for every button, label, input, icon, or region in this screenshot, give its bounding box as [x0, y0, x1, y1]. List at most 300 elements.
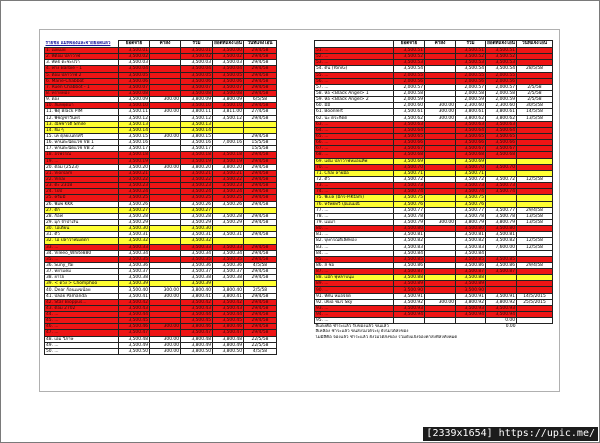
- value-cell: 0.00: [486, 318, 517, 324]
- value-cell: 2,000.56: [456, 78, 486, 84]
- value-cell: 3,500.18: [119, 152, 150, 158]
- value-cell: 300.00: [150, 293, 181, 299]
- value-cell: 29/4/58: [244, 133, 277, 139]
- value-cell: 3,800.92: [456, 299, 486, 305]
- name-cell: 6. Marie-Chabbot: [45, 78, 119, 84]
- value-cell: 3,500.10: [181, 103, 213, 109]
- value-cell: 3,500.87: [394, 269, 425, 275]
- value-cell: 3,500.69: [456, 158, 486, 164]
- value-cell: 3,800.40: [213, 287, 244, 293]
- value-cell: 3,500.69: [394, 158, 425, 164]
- value-cell: 29/4/58: [244, 232, 277, 238]
- value-cell: 3,500.14: [119, 127, 150, 133]
- value-cell: 12/5/58: [517, 176, 553, 182]
- value-cell: 29/4/58: [244, 293, 277, 299]
- column-header: ยอดที่แจ้งโอน: [487, 41, 515, 47]
- value-cell: 29/4/58: [517, 262, 553, 268]
- value-cell: 3,500.90: [456, 287, 486, 293]
- value-cell: 2/5/58: [517, 90, 553, 96]
- value-cell: 15/5/58: [244, 140, 277, 146]
- value-cell: 3,500.37: [181, 269, 213, 275]
- value-cell: 300.00: [150, 342, 181, 348]
- value-cell: 3,500.45: [181, 318, 213, 324]
- value-cell: 3,500.18: [181, 152, 213, 158]
- value-cell: 29/4/58: [244, 244, 277, 250]
- spreadsheet-page: [39, 29, 560, 392]
- value-cell: 3,800.61: [456, 109, 486, 115]
- column-header: วันที่แจ้งโอน: [244, 41, 277, 48]
- value-cell: 300.00: [150, 164, 181, 170]
- value-cell: 2/5/58: [517, 84, 553, 90]
- value-cell: 3,500.36: [119, 262, 150, 268]
- value-cell: 3,500.42: [119, 299, 150, 305]
- value-cell: 3,500.93: [456, 305, 486, 311]
- value-cell: 2,000.59: [394, 97, 425, 103]
- value-cell: 3,500.39: [181, 281, 213, 287]
- value-cell: 3,500.80: [486, 226, 517, 232]
- value-cell: 2,300.60: [486, 103, 517, 109]
- value-cell: 29/4/58: [244, 60, 277, 66]
- value-cell: 3,500.64: [486, 127, 517, 133]
- value-cell: 3,500.87: [456, 269, 486, 275]
- value-cell: 29/4/58: [244, 318, 277, 324]
- value-cell: 3,500.83: [394, 244, 425, 250]
- name-cell: 46. ...: [45, 324, 119, 330]
- value-cell: 3,800.41: [213, 293, 244, 299]
- value-cell: 3,500.37: [119, 269, 150, 275]
- value-cell: 3,500.85: [394, 256, 425, 262]
- value-cell: 29/4/58: [244, 183, 277, 189]
- value-cell: 3,800.49: [213, 342, 244, 348]
- value-cell: 3,500.78: [456, 213, 486, 219]
- value-cell: 3,500.77: [456, 207, 486, 213]
- value-cell: 3,500.63: [456, 121, 486, 127]
- value-cell: 3,500.78: [486, 213, 517, 219]
- value-cell: 2,000.58: [394, 90, 425, 96]
- value-cell: 3,500.53: [394, 60, 425, 66]
- column-header: ยอดจ่าย: [394, 41, 425, 48]
- name-cell: 36. Suny_Yai: [45, 262, 119, 268]
- value-cell: 3,500.10: [213, 103, 244, 109]
- legend-value: 0.00: [486, 324, 517, 330]
- name-cell: 3. พัทธ์ ตะชะปวา: [45, 60, 119, 66]
- name-cell: 82. บุษกรณ์ดีเลิศทอง: [315, 238, 394, 244]
- value-cell: 3,500.82: [394, 238, 425, 244]
- value-cell: 29/4/58: [244, 256, 277, 262]
- value-cell: 3,800.62: [486, 115, 517, 121]
- name-cell: 34. Vileeo_White880: [45, 250, 119, 256]
- value-cell: 29/4/58: [244, 324, 277, 330]
- value-cell: 29/4/58: [244, 66, 277, 72]
- table-row: [45, 348, 277, 354]
- value-cell: 3,500.26: [181, 201, 213, 207]
- value-cell: 3,500.13: [181, 121, 213, 127]
- value-cell: 29/4/58: [244, 115, 277, 121]
- value-cell: 3,500.72: [394, 176, 425, 182]
- value-cell: 3,500.36: [181, 262, 213, 268]
- value-cell: 300.00: [425, 115, 456, 121]
- value-cell: 3,500.38: [213, 275, 244, 281]
- column-header: รวม: [456, 41, 486, 48]
- value-cell: 3,500.70: [456, 164, 486, 170]
- value-cell: 3,500.08: [181, 90, 213, 96]
- value-cell: 3,500.08: [119, 90, 150, 96]
- value-cell: 30/5/58: [517, 103, 553, 109]
- name-cell: 49. ...: [45, 342, 119, 348]
- name-cell: 43. ต้อม 2702: [45, 305, 119, 311]
- value-cell: 2,000.55: [456, 72, 486, 78]
- value-cell: 3,500.76: [394, 201, 425, 207]
- name-cell: 89. ...: [315, 281, 394, 287]
- value-cell: 3,500.67: [456, 146, 486, 152]
- value-cell: 2,000.56: [394, 78, 425, 84]
- value-cell: 3,500.19: [119, 158, 150, 164]
- name-cell: 53. ...: [315, 60, 394, 66]
- name-cell: 68. ...: [315, 152, 394, 158]
- value-cell: 28/5/58: [517, 66, 553, 72]
- legend-note: ไม่มีสีคือ จองแล้ว ชำระแล้ว ยังไม่ได้ส่งของ รวมยังแจ้งจองค่าส่งที่ส่งทั้งหมด: [315, 335, 486, 340]
- value-cell: 3,800.50: [213, 348, 244, 354]
- value-cell: 3,500.16: [119, 140, 150, 146]
- name-cell: 39. < ดวง > Chomphoo: [45, 281, 119, 287]
- value-cell: 25/5/2015: [517, 299, 553, 305]
- value-cell: 3,500.18: [213, 152, 244, 158]
- value-cell: 3,500.27: [119, 207, 150, 213]
- name-cell: 94. ...: [315, 312, 394, 318]
- name-cell: 29. มุก จำปาเงิน: [45, 219, 119, 225]
- value-cell: 3,500.03: [181, 60, 213, 66]
- value-cell: 3,500.29: [181, 219, 213, 225]
- value-cell: 3,500.93: [486, 305, 517, 311]
- value-cell: 13/5/58: [517, 115, 553, 121]
- value-cell: 3,500.50: [119, 348, 150, 354]
- name-cell: 30. โอเดิยน: [45, 226, 119, 232]
- value-cell: 3,500.03: [119, 60, 150, 66]
- name-cell: 72. ตั้ว: [315, 176, 394, 182]
- right-payment-table: [314, 40, 553, 340]
- name-cell: 60. มิมิ: [315, 103, 394, 109]
- value-cell: 3,500.43: [181, 305, 213, 311]
- value-cell: 3,500.16: [181, 140, 213, 146]
- value-cell: 3,500.47: [181, 330, 213, 336]
- value-cell: 3,500.24: [213, 189, 244, 195]
- value-cell: 2,000.58: [456, 90, 486, 96]
- value-cell: 3,800.46: [181, 324, 213, 330]
- value-cell: 3,500.32: [181, 238, 213, 244]
- value-cell: 3,500.25: [213, 195, 244, 201]
- value-cell: 3,500.27: [181, 207, 213, 213]
- value-cell: 3,500.51: [486, 48, 517, 54]
- value-cell: 3,500.15: [119, 133, 150, 139]
- value-cell: 3,500.83: [456, 244, 486, 250]
- value-cell: 3,800.41: [181, 293, 213, 299]
- name-cell: 70. ...: [315, 164, 394, 170]
- value-cell: 3,500.80: [456, 226, 486, 232]
- value-cell: 3,500.07: [213, 84, 244, 90]
- name-cell: 74. ...: [315, 189, 394, 195]
- value-cell: 3,500.90: [394, 287, 425, 293]
- name-cell: 22. Vinai: [45, 176, 119, 182]
- value-cell: 3,500.24: [119, 189, 150, 195]
- name-cell: 23. ต้ะ 2318: [45, 183, 119, 189]
- value-cell: 3,500.07: [181, 84, 213, 90]
- name-cell: 16. ทกนตะนิดแวช VB 1: [45, 140, 119, 146]
- value-cell: 3,500.05: [119, 72, 150, 78]
- name-cell: 24. ไปป์: [45, 189, 119, 195]
- value-cell: 3,500.77: [394, 207, 425, 213]
- value-cell: 3,500.23: [213, 183, 244, 189]
- name-cell: 83. ...: [315, 244, 394, 250]
- value-cell: 3,500.71: [394, 170, 425, 176]
- name-cell: 55. ...: [315, 72, 394, 78]
- value-cell: 3,500.86: [456, 262, 486, 268]
- name-cell: 90. ...: [315, 287, 394, 293]
- value-cell: 3,500.74: [486, 189, 517, 195]
- value-cell: 3,500.70: [394, 164, 425, 170]
- value-cell: 300.00: [150, 336, 181, 342]
- value-cell: 3,500.94: [456, 312, 486, 318]
- value-cell: 3,500.44: [119, 312, 150, 318]
- value-cell: 3,500.38: [181, 275, 213, 281]
- value-cell: 3,500.72: [486, 176, 517, 182]
- upic-watermark: [2339x1654] https://upic.me/: [423, 427, 598, 441]
- name-cell: 58. ห้อ <Black Angel> 1: [315, 90, 394, 96]
- value-cell: 3,500.75: [456, 195, 486, 201]
- name-cell: 21. Viorsam: [45, 170, 119, 176]
- value-cell: 3,500.30: [181, 226, 213, 232]
- name-cell: 18. อรพรรณ: [45, 152, 119, 158]
- value-cell: 29/4/58: [244, 305, 277, 311]
- value-cell: 3,500.82: [456, 238, 486, 244]
- value-cell: 3,500.25: [181, 195, 213, 201]
- value-cell: 3,500.03: [213, 60, 244, 66]
- value-cell: 3,500.91: [394, 293, 425, 299]
- legend-blank: [517, 335, 553, 340]
- value-cell: 3,500.21: [181, 170, 213, 176]
- value-cell: 3,500.54: [456, 66, 486, 72]
- value-cell: 3,500.04: [181, 66, 213, 72]
- name-cell: 17. ทกนตะนิดแวช VB 2: [45, 146, 119, 152]
- value-cell: 29/4/58: [244, 275, 277, 281]
- value-cell: 3,500.81: [394, 232, 425, 238]
- value-cell: 3,500.75: [394, 195, 425, 201]
- name-cell: 26. พิมพ KKK: [45, 201, 119, 207]
- value-cell: 3,500.63: [486, 121, 517, 127]
- value-cell: 3,500.17: [119, 146, 150, 152]
- value-cell: 3,500.33: [213, 244, 244, 250]
- value-cell: 22/5/58: [244, 342, 277, 348]
- value-cell: 14/5/58: [517, 109, 553, 115]
- name-cell: 75. พีเบล (มีกร-PiKtam): [315, 195, 394, 201]
- value-cell: 3,800.09: [181, 97, 213, 103]
- name-cell: 1. เม่ยเม่ย: [45, 48, 119, 54]
- value-cell: 29/4/58: [244, 195, 277, 201]
- value-cell: 29/4/58: [517, 207, 553, 213]
- name-cell: 79. แม่ม่า: [315, 219, 394, 225]
- value-cell: 3,500.19: [213, 158, 244, 164]
- value-cell: 3,500.32: [119, 238, 150, 244]
- value-cell: 7,000.16: [213, 140, 244, 146]
- name-cell: 4. ฟาง Barbie - 1: [45, 66, 119, 72]
- name-cell: 20. ต้อม (2523): [45, 164, 119, 170]
- value-cell: 29/4/58: [244, 299, 277, 305]
- value-cell: 3,500.79: [394, 219, 425, 225]
- name-cell: 19. ...: [45, 158, 119, 164]
- value-cell: 3,500.04: [119, 66, 150, 72]
- value-cell: 3,500.86: [394, 262, 425, 268]
- name-cell: 41. ปลอย Pamanda: [45, 293, 119, 299]
- column-header: ยอดที่แจ้งโอน: [214, 41, 242, 47]
- value-cell: 300.00: [150, 109, 181, 115]
- name-cell: 42. Star Bioppus...: [45, 299, 119, 305]
- value-cell: 3,500.73: [486, 183, 517, 189]
- value-cell: 3,500.43: [213, 305, 244, 311]
- name-cell: 67. ...: [315, 146, 394, 152]
- value-cell: 3,500.35: [119, 256, 150, 262]
- column-header: รวม: [181, 41, 213, 48]
- value-cell: 3,500.67: [394, 146, 425, 152]
- name-cell: 84. ...: [315, 250, 394, 256]
- value-cell: 3,500.42: [181, 299, 213, 305]
- name-cell: 9. ตอง: [45, 97, 119, 103]
- left-payment-table: [44, 40, 277, 355]
- value-cell: 3,500.28: [181, 213, 213, 219]
- value-cell: 3,500.31: [213, 232, 244, 238]
- value-cell: 3,800.20: [181, 164, 213, 170]
- value-cell: 300.00: [425, 109, 456, 115]
- value-cell: 3,500.73: [456, 183, 486, 189]
- value-cell: 3,500.06: [181, 78, 213, 84]
- name-cell: 91. ทัศน หมอจจต: [315, 293, 394, 299]
- value-cell: 3,500.28: [119, 213, 150, 219]
- name-cell: 48. เอม วิภาษ: [45, 336, 119, 342]
- value-cell: 4/5/58: [244, 262, 277, 268]
- value-cell: 3,500.09: [119, 97, 150, 103]
- value-cell: 29/4/58: [244, 189, 277, 195]
- value-cell: 3,500.21: [213, 170, 244, 176]
- value-cell: 300.00: [425, 103, 456, 109]
- value-cell: 3,500.89: [394, 281, 425, 287]
- value-cell: 3,500.52: [394, 54, 425, 60]
- value-cell: 3,500.22: [213, 176, 244, 182]
- table-caption: รายชื่อ แม่ที่จองและจ่ายยอดแล้ว: [45, 41, 111, 47]
- value-cell: 3,500.93: [394, 305, 425, 311]
- value-cell: 3,500.22: [181, 176, 213, 182]
- name-cell: 44. ...: [45, 312, 119, 318]
- value-cell: 3,800.79: [486, 219, 517, 225]
- name-cell: 50. ...: [45, 348, 119, 354]
- value-cell: 3,800.62: [456, 115, 486, 121]
- value-cell: 3,811.00: [213, 109, 244, 115]
- name-cell: 59. ห้อ <Black Angel> 2: [315, 97, 394, 103]
- value-cell: 3,800.09: [213, 97, 244, 103]
- value-cell: 3,500.48: [119, 336, 150, 342]
- value-cell: 2,000.58: [486, 90, 517, 96]
- value-cell: 3,500.92: [394, 299, 425, 305]
- value-cell: 3,500.46: [119, 324, 150, 330]
- value-cell: 2,000.59: [486, 97, 517, 103]
- value-cell: 3,500.66: [456, 140, 486, 146]
- value-cell: 300.00: [425, 219, 456, 225]
- value-cell: 3,500.08: [213, 90, 244, 96]
- value-cell: 3,800.61: [486, 109, 517, 115]
- value-cell: 29/4/58: [244, 213, 277, 219]
- value-cell: 3,500.54: [486, 66, 517, 72]
- value-cell: 29/4/58: [244, 219, 277, 225]
- value-cell: 3,500.76: [456, 201, 486, 207]
- name-cell: 28. ก๊อฟ: [45, 213, 119, 219]
- name-cell: 69. แต๋ม ปลาวาฬหมอนทิพ: [315, 158, 394, 164]
- value-cell: 3,500.23: [181, 183, 213, 189]
- value-cell: 13/5/58: [517, 219, 553, 225]
- value-cell: 3,500.94: [486, 312, 517, 318]
- value-cell: 3,500.65: [394, 133, 425, 139]
- name-cell: 37. ทยามคม: [45, 269, 119, 275]
- value-cell: 22/5/58: [244, 336, 277, 342]
- value-cell: 29/4/58: [244, 312, 277, 318]
- name-cell: 87. ...: [315, 269, 394, 275]
- value-cell: 3,500.61: [394, 109, 425, 115]
- value-cell: 3,500.78: [394, 213, 425, 219]
- value-cell: 3,500.13: [119, 121, 150, 127]
- name-cell: 56. ...: [315, 78, 394, 84]
- value-cell: 3,500.06: [119, 78, 150, 84]
- value-cell: 3,500.66: [486, 140, 517, 146]
- name-cell: 88. แม๊ก ฟุหลาบนุ่ม: [315, 275, 394, 281]
- value-cell: 3,500.87: [486, 269, 517, 275]
- value-cell: 3,500.01: [119, 48, 150, 54]
- column-header: [315, 41, 394, 48]
- value-cell: 2,000.59: [456, 97, 486, 103]
- value-cell: 3,500.02: [213, 54, 244, 60]
- name-cell: 8. ทรายทอง: [45, 90, 119, 96]
- value-cell: 12/5/58: [517, 238, 553, 244]
- value-cell: 3,500.72: [456, 176, 486, 182]
- name-cell: 12. พิชญ์ชาวินทร์: [45, 115, 119, 121]
- legend-note: สีแดงคือ ชำระแล้ว รับของแล้ว ขนแล้ว: [315, 324, 486, 330]
- value-cell: 3,500.02: [119, 54, 150, 60]
- value-cell: 2,000.55: [394, 72, 425, 78]
- name-cell: 25. ครีมมี่: [45, 195, 119, 201]
- value-cell: 3,500.91: [456, 293, 486, 299]
- value-cell: 13/5/58: [517, 213, 553, 219]
- value-cell: 3,500.53: [486, 60, 517, 66]
- value-cell: 3,500.05: [181, 72, 213, 78]
- value-cell: 3,500.04: [213, 66, 244, 72]
- header-row: [45, 41, 277, 48]
- column-header: ค่าส่ง: [150, 41, 181, 48]
- name-cell: 80. ...: [315, 226, 394, 232]
- header-row: [315, 41, 553, 48]
- value-cell: 3,500.64: [394, 127, 425, 133]
- value-cell: 3,500.34: [213, 250, 244, 256]
- value-cell: 3,500.38: [119, 275, 150, 281]
- name-cell: 95. ...: [315, 318, 394, 324]
- value-cell: 2/5/58: [517, 97, 553, 103]
- value-cell: 29/4/58: [244, 103, 277, 109]
- value-cell: 300.00: [150, 133, 181, 139]
- name-cell: 40. Dear ก้อนเมฆน้อย: [45, 287, 119, 293]
- name-cell: 78. ...: [315, 213, 394, 219]
- value-cell: 3,500.63: [394, 121, 425, 127]
- value-cell: 3,500.39: [119, 281, 150, 287]
- name-cell: 10. ส้มหยุดมา: [45, 103, 119, 109]
- name-cell: 35. ...: [45, 256, 119, 262]
- name-cell: 85. ...: [315, 256, 394, 262]
- value-cell: 3,800.15: [181, 133, 213, 139]
- value-cell: 300.00: [425, 299, 456, 305]
- value-cell: 3,500.29: [119, 219, 150, 225]
